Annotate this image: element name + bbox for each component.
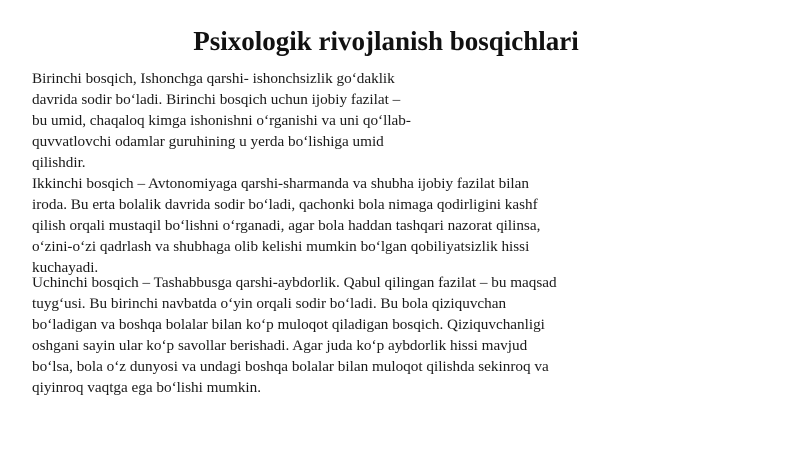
text-line: bu umid, chaqaloq kimga ishonishni o‘rganishi va uni qo‘llab- (32, 112, 411, 129)
text-line: Uchinchi bosqich – Tashabbusga qarshi-aybdorlik. Qabul qilingan fazilat – bu maqsad (32, 274, 557, 291)
text-line: Birinchi bosqich, Ishonchga qarshi- ishonchsizlik go‘daklik (32, 70, 395, 87)
text-line: Ikkinchi bosqich – Avtonomiyaga qarshi-sharmanda va shubha ijobiy fazilat bilan (32, 175, 529, 192)
paragraph-stage-one (32, 68, 411, 173)
text-line: davrida sodir bo‘ladi. Birinchi bosqich uchun ijobiy fazilat – (32, 91, 401, 108)
text-line: kuchayadi. (32, 259, 99, 276)
slide-title: Psixologik rivojlanish bosqichlari (193, 26, 579, 56)
text-line: o‘zini-o‘zi qadrlash va shubhaga olib kelishi mumkin bo‘lgan qobiliyatsizlik hissi (32, 238, 530, 255)
text-line: bo‘ladigan va boshqa bolalar bilan ko‘p muloqot qiladigan bosqich. Qiziquvchanligi (32, 316, 545, 333)
text-line: qiyinroq vaqtga ega bo‘lishi mumkin. (32, 379, 262, 396)
text-line: iroda. Bu erta bolalik davrida sodir bo‘ladi, qachonki bola nimaga qodirligini kashf (32, 196, 538, 213)
text-line: qilishdir. (32, 154, 86, 171)
text-line: bo‘lsa, bola o‘z dunyosi va undagi boshqa bolalar bilan muloqot qilishda sekinroq va (32, 358, 549, 375)
paragraph-stage-two (32, 173, 540, 278)
text-line: tuyg‘usi. Bu birinchi navbatda o‘yin orqali sodir bo‘ladi. Bu bola qiziquvchan (32, 295, 507, 312)
text-line: quvvatlovchi odamlar guruhining u yerda bo‘lishiga umid (32, 133, 384, 150)
text-line: oshgani sayin ular ko‘p savollar berishadi. Agar juda ko‘p aybdorlik hissi mavjud (32, 337, 528, 354)
paragraph-stage-three (32, 272, 557, 398)
text-line: qilish orqali mustaqil bo‘lishni o‘rganadi, agar bola haddan tashqari nazorat qilinsa, (32, 217, 541, 234)
